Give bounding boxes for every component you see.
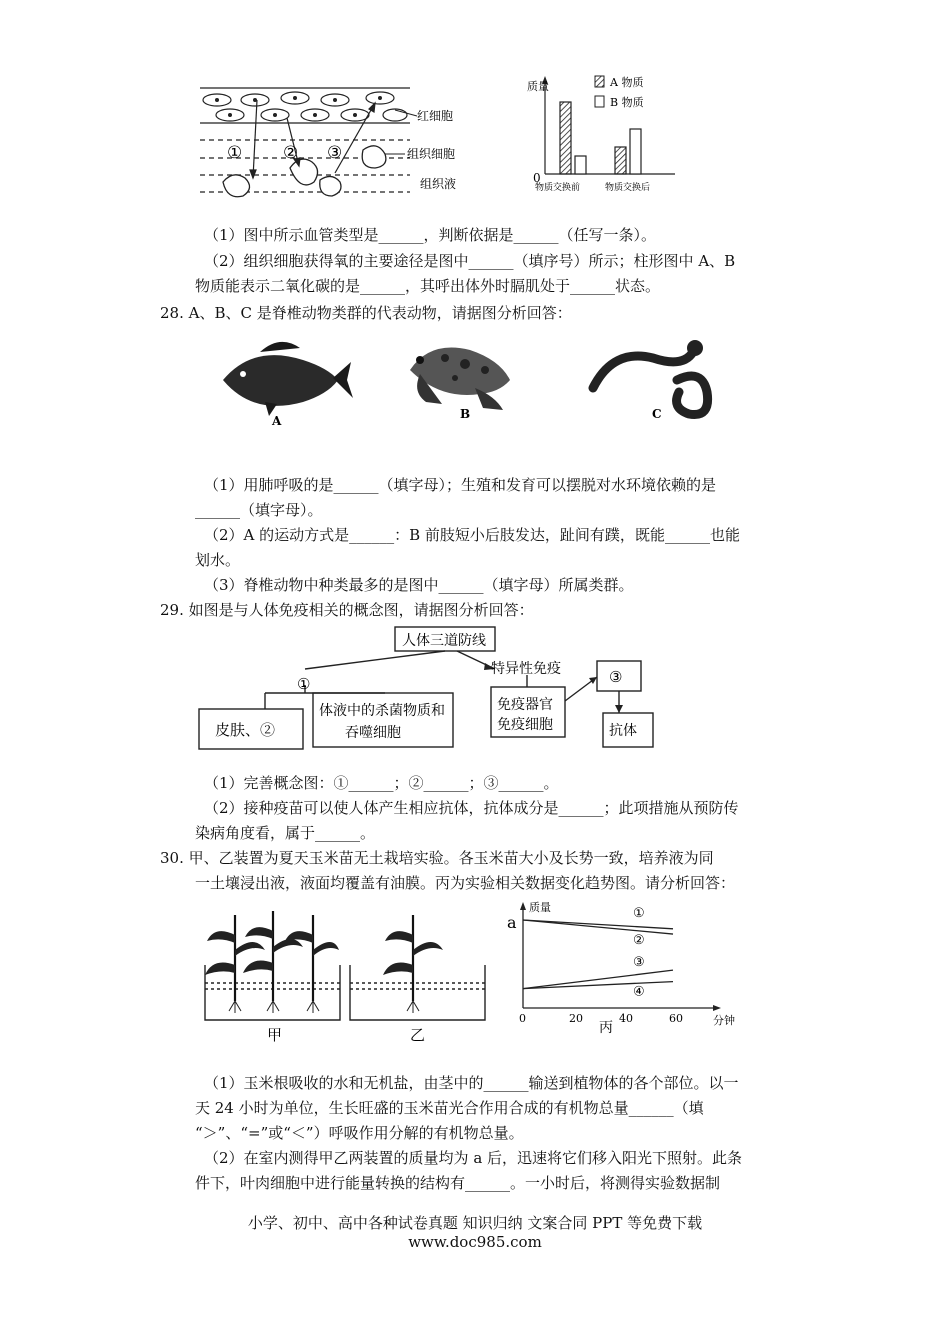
q28-sub3: （3）脊椎动物中种类最多的是图中______（填字母）所属类群。 [204,576,634,594]
x-tick-label-60: 60 [669,1012,683,1025]
q29-sub1: （1）完善概念图：①______；②______；③______。 [204,774,559,792]
q30-stem-line1: 30. 甲、乙装置为夏天玉米苗无土栽培实验。各玉米苗大小及长势一致，培养液为同 [160,849,714,867]
q27-sub2-line2: 物质能表示二氧化碳的是______，其呼出体外时膈肌处于______状态。 [195,277,661,295]
capillary-mark-3: ③ [327,143,343,163]
capillary-mark-1: ① [227,143,243,163]
q28-stem: 28. A、B、C 是脊椎动物类群的代表动物，请据图分析回答： [160,304,572,322]
node-mark-1: ① [297,675,311,693]
legend-swatch-a [595,76,604,87]
q30-sub1-line1: （1）玉米根吸收的水和无机盐，由茎中的______输送到植物体的各个部位。以一 [204,1074,739,1092]
q30-stem-line2: 一土壤浸出液，液面均覆盖有油膜。丙为实验相关数据变化趋势图。请分析回答： [195,874,736,892]
corn-apparatus-diagram [195,905,495,1045]
node-body-fluid-line2: 吞噬细胞 [345,725,401,741]
label-tissue-fluid: 组织液 [420,177,457,191]
node-immune-organ: 免疫器官 [497,697,553,713]
series-line-4 [523,982,673,989]
footer-line1: 小学、初中、高中各种试卷真题 知识归纳 文案合同 PPT 等免费下载 [247,1214,703,1232]
bar-a-1 [615,147,626,174]
q28-sub2-line1: （2）A 的运动方式是______：B 前肢短小后肢发达，趾间有蹼，既能______也能 [204,526,740,544]
node-three-defenses: 人体三道防线 [402,633,486,649]
bar-chart-figure [505,70,680,200]
label-red-blood-cell: 红细胞 [417,109,454,123]
capillary-diagram [195,78,475,208]
line-x-label: 分钟 [713,1014,735,1027]
immune-concept-map [195,625,665,765]
series-label-2: ② [633,933,645,949]
animals-figure [215,330,715,430]
animal-label-a: A [272,414,282,428]
q28-sub2-line2: 划水。 [195,551,241,569]
q28-sub1-line1: （1）用肺呼吸的是______（填字母）；生殖和发育可以摆脱对水环境依赖的是 [204,476,717,494]
q27-sub2-line1: （2）组织细胞获得氧的主要途径是图中______（填序号）所示；柱形图中 A、B [204,252,736,270]
bar-b-1 [630,129,641,174]
apparatus-label-jia: 甲 [267,1026,283,1044]
bar-origin-label: 0 [533,171,541,185]
x-tick-label-0: 0 [519,1012,526,1025]
legend-label-b: B 物质 [610,96,644,109]
q28-sub1-line2: ______（填字母）。 [195,501,323,519]
animal-label-b: B [460,407,471,421]
line-y-label: 质量 [529,901,551,914]
legend-label-a: A 物质 [610,76,644,89]
bar-category-label-0: 物质交换前 [535,183,581,193]
node-skin: 皮肤、② [215,721,276,739]
animal-label-c: C [652,407,662,421]
series-label-4: ④ [633,984,645,1000]
capillary-figure [195,78,475,208]
corn-apparatus-figure [195,905,495,1045]
capillary-mark-2: ② [283,143,299,163]
snake-image [593,352,708,415]
bar-b-0 [575,156,586,174]
x-tick-label-20: 20 [569,1012,583,1025]
line-caption-bing: 丙 [599,1020,613,1036]
footer-url: www.doc985.com [408,1233,542,1251]
bar-category-label-1: 物质交换后 [605,183,651,193]
q30-sub1-line2: 天 24 小时为单位，生长旺盛的玉米苗光合作用合成的有机物总量______（填 [195,1099,704,1117]
line-chart [505,898,745,1038]
q30-sub2-line1: （2）在室内测得甲乙两装置的质量均为 a 后，迅速将它们移入阳光下照射。此条 [204,1149,743,1167]
q27-sub1: （1）图中所示血管类型是______，判断依据是______（任写一条）。 [204,226,657,244]
q29-sub2-line1: （2）接种疫苗可以使人体产生相应抗体，抗体成分是______；此项措施从预防传 [204,799,739,817]
bar-chart [505,70,680,200]
bar-a-0 [560,102,571,174]
q30-sub2-line2: 件下，叶肉细胞中进行能量转换的结构有______。一小时后，将测得实验数据制 [195,1174,721,1192]
q29-sub2-line2: 染病角度看，属于______。 [195,824,376,842]
fish-image [223,342,353,416]
bar-y-label: 质量 [527,80,549,93]
node-body-fluid-line1: 体液中的杀菌物质和 [319,703,445,719]
series-label-3: ③ [633,955,645,971]
concept-map-diagram [195,625,665,765]
x-tick-label-40: 40 [619,1012,633,1025]
frog-image [410,348,510,411]
node-specific-immunity: 特异性免疫 [491,661,561,677]
q29-stem: 29. 如图是与人体免疫相关的概念图，请据图分析回答： [160,601,534,619]
animals-illustration [215,330,715,430]
series-label-1: ① [633,905,645,921]
line-y-marker-a: a [507,913,517,932]
series-line-3 [523,970,673,988]
q30-sub1-line3: “＞”、“=”或“＜”）呼吸作用分解的有机物总量。 [195,1124,524,1142]
line-chart-figure [505,898,745,1038]
node-antibody: 抗体 [609,723,637,739]
legend-swatch-b [595,96,604,107]
node-mark-3: ③ [609,668,623,686]
node-immune-cell: 免疫细胞 [497,717,553,733]
apparatus-label-yi: 乙 [410,1026,426,1044]
label-tissue-cell: 组织细胞 [407,147,456,161]
